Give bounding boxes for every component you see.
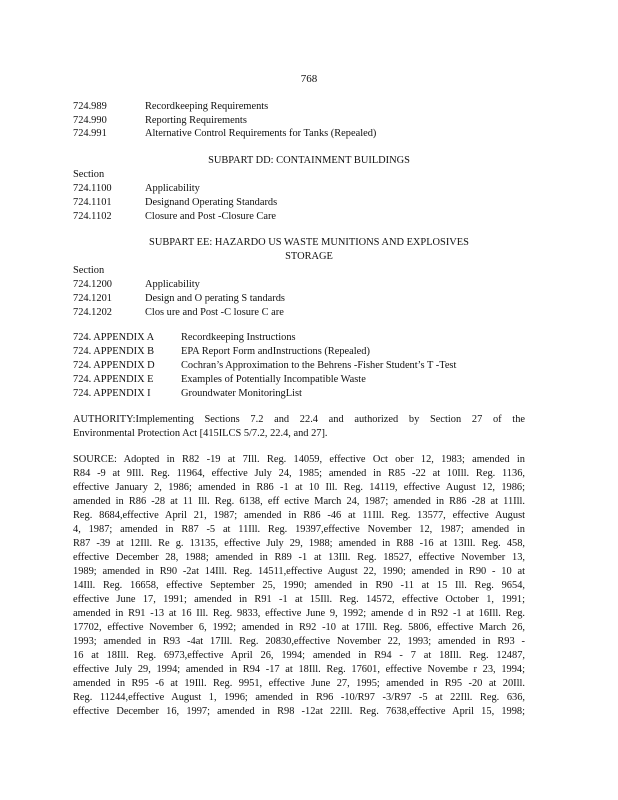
authority-line: Environmental Protection Act [415ILCS 5/7.2, 22.4, and 27]. (73, 428, 328, 439)
section-title: Alternative Control Requirements for Tanks (Repealed) (145, 128, 377, 139)
section-entry (73, 292, 285, 306)
section-number: 724.1102 (73, 211, 112, 222)
appendix-label: 724. APPENDIX A (73, 332, 155, 343)
section-title: Reporting Requirements (145, 115, 247, 126)
source-line: effective January 2, 1986; amended in R86 -1 at 10 Ill. Reg. 14119, effective August 12, 1986; (73, 482, 525, 493)
section-number: 724.1201 (73, 293, 112, 304)
page-number: 768 (300, 73, 318, 85)
section-number: 724.989 (73, 101, 107, 112)
subpart-dd-heading: SUBPART DD: CONTAINMENT BUILDINGS (208, 155, 410, 166)
subpart-ee-heading: SUBPART EE: HAZARDO US WASTE MUNITIONS AND EXPLOSIVES (149, 237, 469, 248)
section-title: Recordkeeping Requirements (145, 101, 269, 112)
section-entry (73, 100, 268, 114)
section-title: Clos ure and Post -C losure C are (145, 307, 284, 318)
section-number: 724.1100 (73, 183, 112, 194)
source-line: 1989; amended in R90 -2at 14Ill. Reg. 14511,effective August 22, 1990; amended in R90 - 10 at (73, 566, 525, 577)
section-entry (73, 127, 376, 141)
appendix-label: 724. APPENDIX B (73, 346, 155, 357)
authority-line: AUTHORITY:Implementing Sections 7.2 and 22.4 and authorized by Section 27 of the (73, 414, 525, 425)
subpart-ee-heading-continued: STORAGE (285, 251, 333, 262)
source-line: 1993; amended in R93 -4at 17Ill. Reg. 20830,effective November 22, 1993; amended in R93 - (73, 636, 525, 647)
source-line: 4, 1987; amended in R87 -5 at 11Ill. Reg. 19397,effective November 12, 1987; amended in (73, 524, 525, 535)
source-line: effective December 28, 1988; amended in R89 -1 at 13Ill. Reg. 18527, effective November 13, (73, 552, 525, 563)
section-title: Applicability (145, 279, 200, 290)
source-line: Reg. 11244,effective August 1, 1996; amended in R96 -10/R97 -3/R97 -5 at 22Ill. Reg. 636, (73, 692, 525, 703)
section-number: 724.1200 (73, 279, 112, 290)
appendix-entry (73, 373, 366, 387)
appendix-entry (73, 331, 296, 345)
source-line: effective July 29, 1994; amended in R94 -17 at 18Ill. Reg. 17601, effective Novembe r 23, 1994; (73, 664, 525, 675)
section-entry (73, 114, 247, 128)
appendix-label: 724. APPENDIX E (73, 374, 154, 385)
appendix-entry (73, 345, 370, 359)
source-line: amended in R86 -28 at 11 Ill. Reg. 6138, eff ective March 24, 1987; amended in R86 -28 at 11Ill. (73, 496, 525, 507)
source-line: effective June 17, 1991; amended in R91 -1 at 15Ill. Reg. 14572, effective October 1, 1991; (73, 594, 525, 605)
source-line: 17702, effective November 6, 1992; amended in R92 -10 at 17Ill. Reg. 5806, effective March 26, (73, 622, 525, 633)
source-line: 16 at 18Ill. Reg. 6973,effective April 26, 1994; amended in R94 - 7 at 18Ill. Reg. 12487, (73, 650, 525, 661)
source-line: SOURCE: Adopted in R82 -19 at 7Ill. Reg. 14059, effective Oct ober 12, 1983; amended in (73, 454, 525, 465)
section-entry (73, 182, 200, 196)
source-line: amended in R91 -13 at 16 Ill. Reg. 9833, effective June 9, 1992; amende d in R92 -1 at 16Ill. Reg. (73, 608, 525, 619)
section-number: 724.990 (73, 115, 107, 126)
section-number: 724.1101 (73, 197, 112, 208)
section-title: Closure and Post -Closure Care (145, 211, 277, 222)
section-entry (73, 278, 200, 292)
section-entry (73, 196, 277, 210)
appendix-entry (73, 387, 302, 401)
appendix-entry (73, 359, 456, 373)
section-number: 724.991 (73, 128, 107, 139)
appendix-label: 724. APPENDIX D (73, 360, 155, 371)
source-line: 14Ill. Reg. 16658, effective September 25, 1990; amended in R90 -11 at 15 Ill. Reg. 9654, (73, 580, 525, 591)
section-number: 724.1202 (73, 307, 112, 318)
source-line: amended in R95 -6 at 19Ill. Reg. 9951, effective June 27, 1995; amended in R95 -20 at 20Ill. (73, 678, 525, 689)
authority-paragraph (73, 413, 525, 441)
appendix-title: EPA Report Form andInstructions (Repealed) (181, 346, 370, 357)
section-title: Designand Operating Standards (145, 197, 278, 208)
appendix-title: Groundwater MonitoringList (181, 388, 302, 399)
appendix-label: 724. APPENDIX I (73, 388, 151, 399)
source-line: Reg. 8684,effective April 21, 1987; amended in R86 -46 at 11Ill. Reg. 13577, effective August (73, 510, 525, 521)
source-line: effective December 16, 1997; amended in R98 -12at 22Ill. Reg. 7638,effective April 15, 1998; (73, 706, 525, 717)
section-label: Section (73, 169, 105, 180)
appendix-title: Examples of Potentially Incompatible Waste (181, 374, 366, 385)
appendix-title: Recordkeeping Instructions (181, 332, 296, 343)
section-label: Section (73, 265, 105, 276)
section-title: Design and O perating S tandards (145, 293, 285, 304)
appendix-title: Cochran’s Approximation to the Behrens -Fisher Student’s T -Test (181, 360, 457, 371)
section-entry (73, 306, 284, 320)
source-line: R84 -9 at 9Ill. Reg. 11964, effective July 24, 1985; amended in R85 -22 at 10Ill. Reg. 1136, (73, 468, 525, 479)
section-entry (73, 210, 276, 224)
source-paragraph (73, 453, 525, 719)
section-title: Applicability (145, 183, 200, 194)
source-line: R87 -39 at 12Ill. Re g. 13135, effective July 29, 1988; amended in R88 -16 at 13Ill. Reg. 458, (73, 538, 525, 549)
